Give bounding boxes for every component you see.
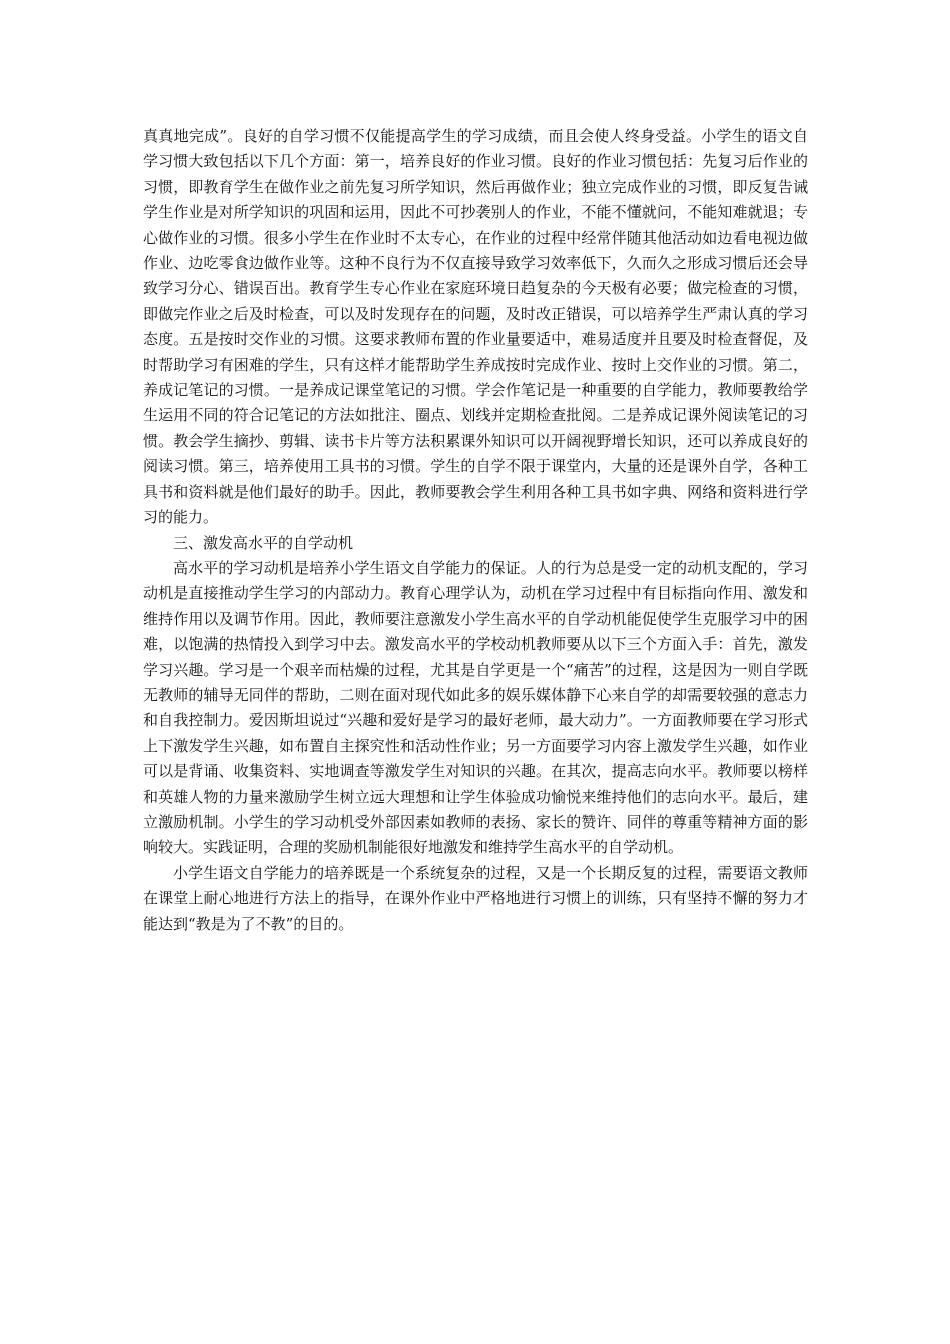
document-page — [143, 124, 808, 937]
paragraph-habits: 真真地完成”。良好的自学习惯不仅能提高学生的学习成绩，而且会使人终身受益。小学生的语文自学习惯大致包括以下几个方面：第一，培养良好的作业习惯。良好的作业习惯包括：先复习后作业的习惯，即教育学生在做作业之前先复习所学知识，然后再做作业；独立完成作业的习惯，即反复告诫学生作业是对所学知识的巩固和运用，因此不可抄袭别人的作业，不能不懂就问，不能知难就退；专心做作业的习惯。很多小学生在作业时不太专心，在作业的过程中经常伴随其他活动如边看电视边做作业、边吃零食边做作业等。这种不良行为不仅直接导致学习效率低下，久而久之形成习惯后还会导致学习分心、错误百出。教育学生专心作业在家庭环境日趋复杂的今天极有必要；做完检查的习惯，即做完作业之后及时检查，可以及时发现存在的问题，及时改正错误，可以培养学生严肃认真的学习态度。五是按时交作业的习惯。这要求教师布置的作业量要适中，难易适度并且要及时检查督促，及时帮助学习有困难的学生，只有这样才能帮助学生养成按时完成作业、按时上交作业的习惯。第二，养成记笔记的习惯。一是养成记课堂笔记的习惯。学会作笔记是一种重要的自学能力，教师要教给学生运用不同的符合记笔记的方法如批注、圈点、划线并定期检查批阅。二是养成记课外阅读笔记的习惯。教会学生摘抄、剪辑、读书卡片等方法积累课外知识可以开阔视野增长知识，还可以养成良好的阅读习惯。第三，培养使用工具书的习惯。学生的自学不限于课堂内，大量的还是课外自学，各种工具书和资料就是他们最好的助手。因此，教师要教会学生利用各种工具书如字典、网络和资料进行学习的能力。 — [143, 127, 808, 527]
paragraph-motivation: 高水平的学习动机是培养小学生语文自学能力的保证。人的行为总是受一定的动机支配的，学习动机是直接推动学生学习的内部动力。教育心理学认为，动机在学习过程中有目标指向作用、激发和维持作用以及调节作用。因此，教师要注意激发小学生高水平的自学动机能促使学生克服学习中的困难，以饱满的热情投入到学习中去。激发高水平的学校动机教师要从以下三个方面入手：首先，激发学习兴趣。学习是一个艰辛而枯燥的过程，尤其是自学更是一个“痛苦”的过程，这是因为一则自学既无教师的辅导无同伴的帮助，二则在面对现代如此多的娱乐媒体静下心来自学的却需要较强的意志力和自我控制力。爱因斯坦说过“兴趣和爱好是学习的最好老师，最大动力”。一方面教师要在学习形式上下激发学生兴趣，如布置自主探究性和活动性作业；另一方面要学习内容上激发学生兴趣，如作业可以是背诵、收集资料、实地调查等激发学生对知识的兴趣。在其次，提高志向水平。教师要以榜样和英雄人物的力量来激励学生树立远大理想和让学生体验成功愉悦来维持他们的志向水平。最后，建立激励机制。小学生的学习动机受外部因素如教师的表扬、家长的赞许、同伴的尊重等精神方面的影响较大。实践证明，合理的奖励机制能很好地激发和维持学生高水平的自学动机。 — [143, 558, 808, 857]
paragraph-conclusion: 小学生语文自学能力的培养既是一个系统复杂的过程，又是一个长期反复的过程，需要语文教师在课堂上耐心地进行方法上的指导，在课外作业中严格地进行习惯上的训练，只有坚持不懈的努力才能达到“教是为了不教”的目的。 — [143, 863, 808, 933]
section-heading-motivation: 三、激发高水平的自学动机 — [173, 533, 354, 552]
